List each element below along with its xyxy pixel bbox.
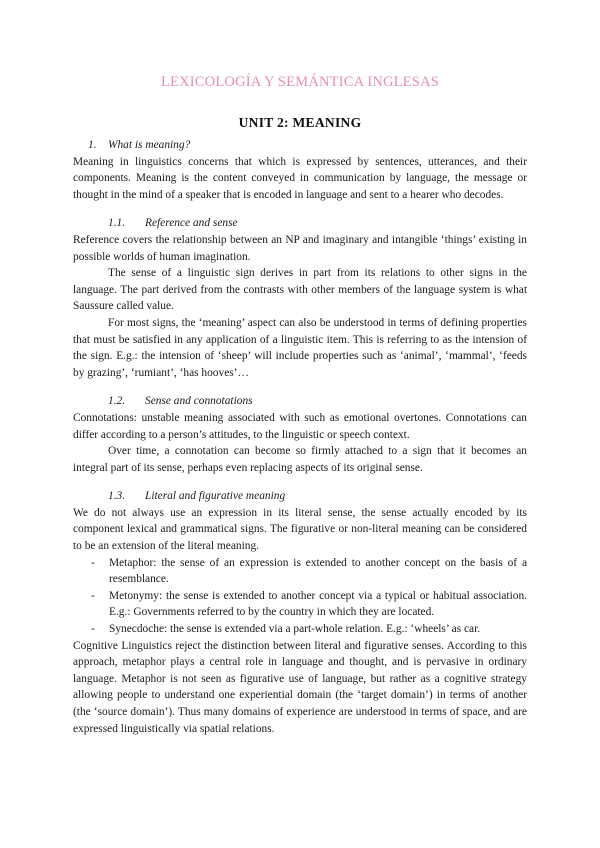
paragraph-literal-sense: We do not always use an expression in its literal sense, the sense actually encoded by its component lexical and grammatical signs. The figurative or non-literal meaning can be considered to be an extension of the literal meaning. — [73, 506, 527, 553]
section-heading-text: What is meaning? — [108, 139, 191, 151]
list-item-text: Synecdoche: the sense is extended via a part-whole relation. E.g.: ‘wheels’ as car. — [109, 623, 481, 636]
bullet-dash: - — [91, 623, 95, 636]
paragraph-meaning-definition: Meaning in linguistics concerns that which is expressed by sentences, utterances, and their components. Meaning is the content conveyed in communication by language, the message or thought in the mind of a speaker that is encoded in language and sent to a hearer who decodes. — [73, 155, 527, 201]
section-number: 1.3. — [108, 490, 126, 503]
section-number: 1. — [88, 139, 97, 151]
section-number: 1.2. — [108, 395, 126, 408]
document-body — [73, 137, 527, 737]
section-heading-1-1 — [73, 215, 527, 232]
section-heading-1 — [73, 137, 527, 154]
section-heading-1-3 — [73, 488, 527, 505]
document-title: LEXICOLOGÍA Y SEMÁNTICA INGLESAS — [161, 74, 439, 90]
paragraph-cognitive-linguistics: Cognitive Linguistics reject the distinction between literal and figurative senses. According to this approach, metaphor plays a central role in language and thought, and is pervasive in ordinary language. Metaphor is not seen as figurative use of language, but rather as a cognitive strategy allowing people to understand one experiential domain (the ‘target domain’) in terms of another (the ‘source domain’). Thus many domains of experience are understood in terms of space, and are expressed linguistically via spatial relations. — [73, 639, 527, 735]
section-heading-text: Literal and figurative meaning — [145, 490, 286, 503]
list-item — [73, 621, 527, 638]
bullet-dash: - — [91, 556, 95, 569]
paragraph-sense: The sense of a linguistic sign derives in part from its relations to other signs in the language. The part derived from the contrasts with other members of the language system is what Saussure called value. — [73, 267, 527, 313]
section-heading-text: Reference and sense — [145, 217, 238, 230]
paragraph-connotation-change: Over time, a connotation can become so firmly attached to a sign that it becomes an integral part of its sense, perhaps even replacing aspects of its original sense. — [73, 445, 527, 474]
bullet-dash: - — [91, 589, 95, 602]
section-number: 1.1. — [108, 217, 126, 230]
list-item-text: Metaphor: the sense of an expression is extended to another concept on the basis of a resemblance. — [109, 556, 527, 586]
list-item — [73, 555, 527, 588]
section-heading-1-2 — [73, 393, 527, 410]
paragraph-reference: Reference covers the relationship between an NP and imaginary and intangible ‘things’ existing in possible worlds of human imagination. — [73, 233, 527, 263]
list-item-text: Metonymy: the sense is extended to another concept via a typical or habitual association. E.g.: Governments referred to by the country in which they are located. — [109, 589, 527, 619]
paragraph-intension: For most signs, the ‘meaning’ aspect can also be understood in terms of defining properties that must be satisfied in any application of a linguistic item. This is referring to as the intension of the sign. E.g.: the intension of ‘sheep’ will include properties such as ‘animal’, ‘mammal’, ‘feeds by grazing’, ‘rumiant’, ‘has hooves’… — [73, 316, 527, 379]
list-item — [73, 588, 527, 621]
figurative-types-list — [73, 555, 527, 638]
unit-title: UNIT 2: MEANING — [238, 115, 362, 130]
section-heading-text: Sense and connotations — [145, 395, 253, 408]
paragraph-connotations: Connotations: unstable meaning associated with such as emotional overtones. Connotations can differ according to a person’s attitudes, to the linguistic or speech context. — [73, 411, 527, 441]
